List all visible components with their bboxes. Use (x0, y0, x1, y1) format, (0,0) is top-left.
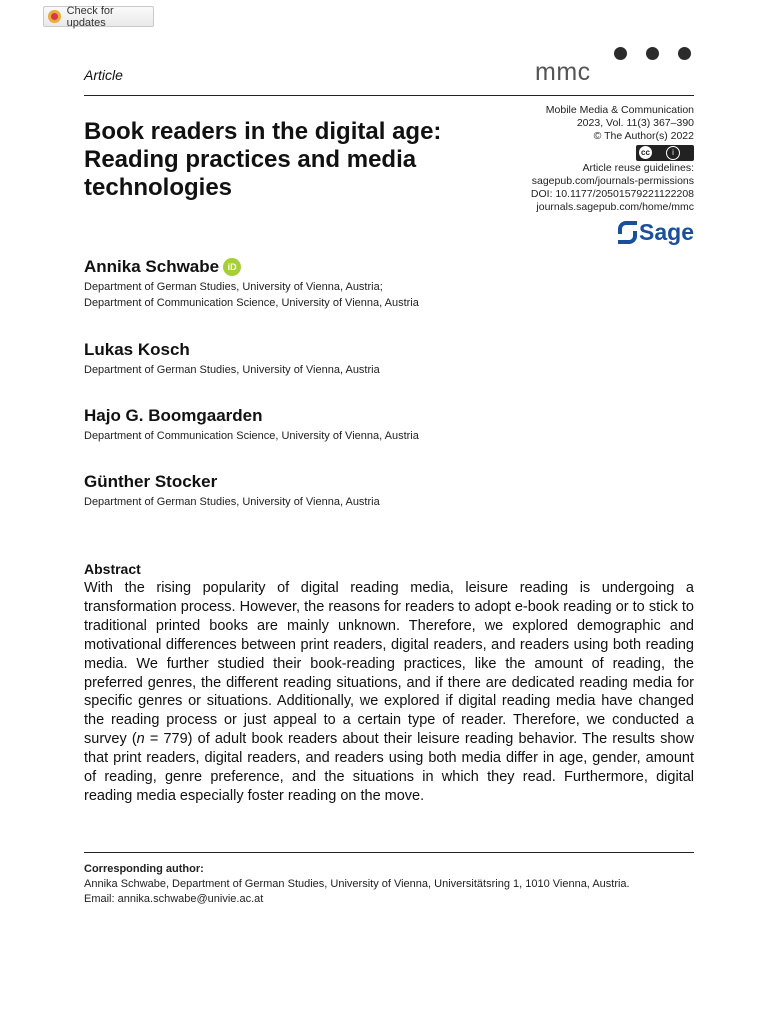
corresponding-author-address: Annika Schwabe, Department of German Studies, University of Vienna, Universitätsring 1, 1010 Vienna, Austria. (84, 878, 630, 890)
journal-logo: mmc (535, 58, 591, 86)
check-for-updates-label: Check for updates (66, 4, 114, 29)
orcid-icon[interactable]: iD (223, 258, 241, 276)
author-affiliation: Department of German Studies, University of Vienna, Austria; (84, 281, 383, 293)
article-title: Book readers in the digital age: Reading practices and media technologies (84, 118, 442, 201)
abstract-text: With the rising popularity of digital reading media, leisure reading is undergoing a transformation process. However, the reasons for readers to adopt e-book reading or to stick to traditional printed books are mainly unknown. Therefore, we explored demographic and motivational differences between print readers, digital readers, and readers using both reading media. We further studied their book-reading practices, like the amount of reading, the preferred genres, the different reading situations, and if there are dedicated reading media for specific genres or situations. Additionally, we explored if digital reading media have changed the reading process or just appeal to a certain type of reader. Therefore, we conducted a survey (n = 779) of adult book readers about their leisure reading behavior. The results show that print readers, digital readers, and readers using both media differ in age, gender, amount of reading, genre preference, and the situations in which they read. Furthermore, digital reading media especially foster reading on the move. (84, 580, 694, 804)
author-affiliation: Department of Communication Science, University of Vienna, Austria (84, 430, 419, 442)
copyright-line: © The Author(s) 2022 (593, 130, 694, 143)
publisher-logo (616, 220, 694, 244)
author-block (84, 472, 380, 510)
abstract-heading: Abstract (84, 561, 141, 577)
author-name: Günther Stocker (84, 472, 218, 491)
journal-meta (531, 104, 694, 249)
sage-s-icon (616, 220, 636, 244)
abstract-section (84, 561, 694, 806)
author-name: Hajo G. Boomgaarden (84, 406, 263, 425)
author-affiliation: Department of German Studies, University of Vienna, Austria (84, 496, 380, 508)
author-name: Annika Schwabe (84, 257, 220, 276)
article-type-label: Article (84, 67, 123, 83)
author-affiliation: Department of German Studies, University of Vienna, Austria (84, 364, 380, 376)
corresponding-author (84, 862, 694, 907)
sample-size-symbol: n (136, 731, 145, 748)
corresponding-author-heading: Corresponding author: (84, 863, 204, 875)
author-name: Lukas Kosch (84, 340, 190, 359)
author-block (84, 340, 380, 378)
reuse-label: Article reuse guidelines: (582, 161, 694, 174)
cc-by-icon[interactable] (636, 145, 694, 161)
journal-link[interactable]: journals.sagepub.com/home/mmc (536, 201, 694, 214)
reuse-link[interactable]: sagepub.com/journals-permissions (531, 174, 694, 187)
publisher-name: Sage (639, 218, 694, 245)
journal-name: Mobile Media & Communication (545, 104, 694, 116)
journal-issue: 2023, Vol. 11(3) 367–390 (576, 117, 694, 130)
author-block (84, 406, 419, 444)
crossmark-icon (48, 10, 61, 23)
header-divider (84, 95, 694, 96)
check-for-updates-badge[interactable] (43, 6, 154, 27)
doi[interactable]: DOI: 10.1177/20501579221122208 (530, 188, 694, 201)
footer-divider (84, 852, 694, 853)
corresponding-author-email[interactable]: Email: annika.schwabe@univie.ac.at (84, 893, 264, 905)
author-block (84, 257, 419, 311)
author-affiliation: Department of Communication Science, University of Vienna, Austria (84, 297, 419, 309)
journal-logo-dots-icon (614, 47, 691, 60)
